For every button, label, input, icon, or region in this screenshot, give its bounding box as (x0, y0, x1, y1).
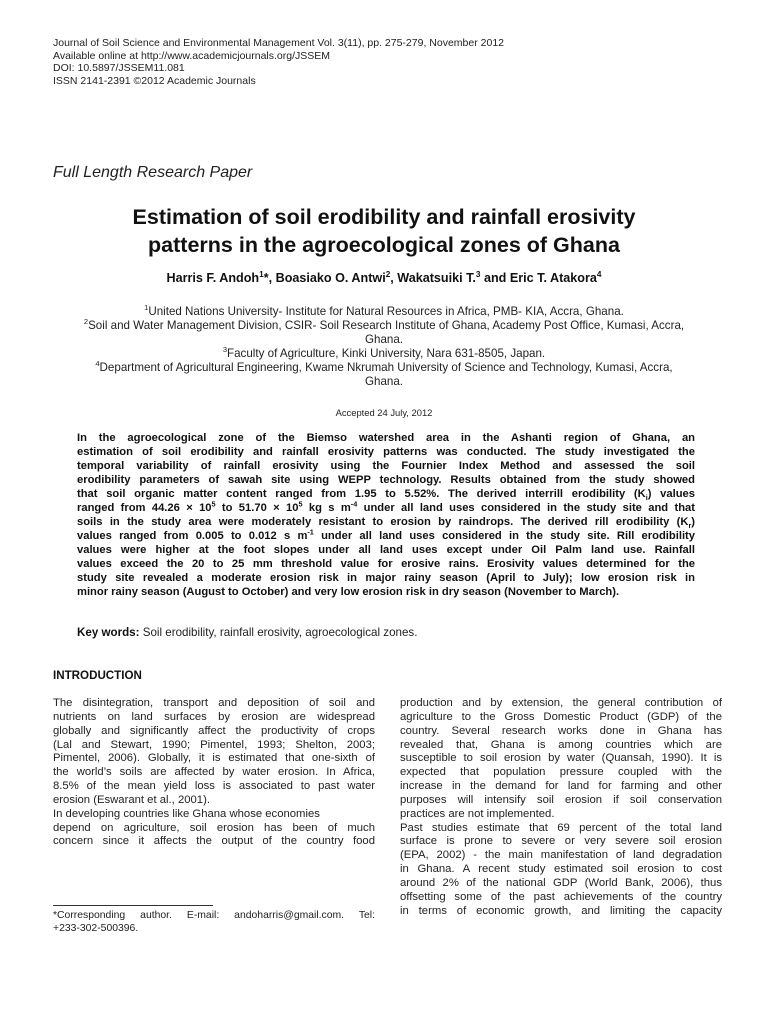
body-text-line: the world’s soils are affected by water erosion. In Africa, (53, 766, 375, 779)
author-affiliation-mark: 3 (475, 269, 481, 279)
affiliation-3: $^3$Faculty of Agriculture, Kinki University, Nara 631-8505, Japan. (222, 345, 546, 360)
body-text-line: (EPA, 2002) - the main manifestation of land degradation (400, 849, 722, 862)
paper-title (40, 203, 728, 259)
author-affiliation-mark: 1 (259, 269, 264, 279)
body-text-line: purposes will intensify soil erosion if soil conservation (400, 793, 722, 806)
author-list (40, 271, 728, 285)
keywords (77, 626, 695, 639)
abstract-line: values were higher at the foot slopes under all land uses except under Oil Palm land use. Rainfall (77, 544, 695, 556)
footnote-line: *Corresponding author. E-mail: andoharris@gmail.com. Tel: (53, 910, 375, 921)
affiliation-1: $^1$United Nations University- Institute for Natural Resources in Africa, PMB- KIA, Accra, Ghana. (144, 303, 624, 318)
abstract-line: erodibility parameters of sawah site using WEPP technology. Results obtained from the study showed (77, 474, 695, 486)
body-text-line: (Lal and Stewart, 1990; Pimentel, 1993; Shelton, 2003; (53, 738, 375, 751)
body-text-line: production and by extension, the general contribution of (400, 697, 722, 709)
body-text-line: globally and significantly affect the productivity of crops (53, 724, 375, 737)
body-text-line: around 2% of the national GDP (World Bank, 2006), thus (400, 876, 722, 889)
body-text-line: country. Several research works done in Ghana has (400, 724, 722, 737)
keywords-label: Key words: (77, 626, 140, 639)
article-type: Full Length Research Paper (53, 164, 253, 181)
body-text-line: In developing countries like Ghana whose economies (53, 807, 320, 820)
affiliations (40, 305, 728, 389)
body-text-line: 8.5% of the mean yield loss is associated to past water (53, 780, 375, 793)
corresponding-author-footnote (53, 909, 375, 935)
introduction-heading: INTRODUCTION (53, 669, 142, 682)
body-text-line: in Ghana. A recent study estimated soil erosion to cost (400, 863, 722, 876)
author: Eric T. Atakora$^4$ (509, 269, 602, 285)
abstract-line: that soil organic matter content ranged from 1.95 to 5.52%. The derived interrill erodibility $(K_i)$ values (77, 488, 695, 503)
body-text-line: depend on agriculture, soil erosion has been of much (53, 821, 375, 834)
body-text-line: revealed that, Ghana is among countries which are (400, 738, 722, 751)
abstract-line: ranged from $44.26 \times 10^5$ to $51.70 \times 10^5$ kg s $m^{-4}$ under all land uses considered in the study site and that (77, 499, 695, 514)
abstract-line: temporal variability of rainfall erosivity using the Fournier Index Method and assessed the soil (77, 460, 695, 472)
abstract-line: study site revealed a moderate erosion risk in major rainy season (April to July); low erosion risk in (77, 572, 695, 584)
body-text-line: offsetting some of the past achievements of the country (400, 890, 722, 903)
footnote-line: +233-302-500396. (53, 923, 139, 934)
body-text-line: agriculture to the Gross Domestic Product (GDP) of the (400, 710, 722, 723)
abstract-line: soils in the study area were moderately resistant to erosion by raindrops. The derived rill erodibility $(K_r)$ (77, 516, 695, 531)
footnote-rule (53, 905, 213, 906)
body-column-left (53, 697, 375, 849)
affiliation-4: $^4$Department of Agricultural Engineering, Kwame Nkrumah University of Science and Technology, Kumasi, Accra, (95, 359, 673, 374)
accepted-date: Accepted 24 July, 2012 (335, 407, 433, 418)
abstract-line: minor rainy season (August to October) and very low erosion risk in dry season (November to March). (77, 586, 620, 598)
title-line-1: Estimation of soil erodibility and rainfall erosivity (132, 205, 636, 229)
abstract-line: values ranged from 0.005 to 0.012 s $m^{-1}$ under all land uses considered in the study site. Rill erodibility (77, 527, 695, 542)
body-text-line: nutrients on land surfaces by erosion are widespread (53, 710, 375, 723)
body-text-line: practices are not implemented. (400, 807, 555, 820)
body-text-line: increase in the demand for land for farming and other (400, 780, 722, 793)
author: Boasiako O. Antwi$^2$, (275, 269, 398, 285)
body-column-right (400, 697, 722, 919)
keywords-text: Soil erodibility, rainfall erosivity, agroecological zones. (139, 626, 418, 639)
body-text-line: erosion (Eswarant et al., 2001). (53, 793, 210, 806)
affiliation-2-cont: Ghana. (364, 333, 404, 346)
body-text-line: susceptible to soil erosion by water (Quansah, 1990). It is (400, 752, 722, 765)
author-affiliation-mark: 4 (596, 269, 602, 279)
author: Harris F. Andoh$^1$*, (166, 269, 276, 285)
body-text-line: Pimentel, 2006). Globally, it is estimated that one-sixth of (53, 752, 375, 765)
author-affiliation-mark: 2 (385, 269, 391, 279)
abstract-line: estimation of soil erodibility and rainfall erosivity patterns was conducted. The study investigated the (77, 446, 695, 458)
journal-citation: Journal of Soil Science and Environmental Management Vol. 3(11), pp. 275-279, November 2012 (53, 37, 504, 49)
abstract (77, 431, 695, 599)
available-online: Available online at http://www.academicjournals.org/JSSEM (53, 49, 331, 62)
title-line-2: patterns in the agroecological zones of Ghana (148, 233, 620, 257)
affiliation-2: $^2$Soil and Water Management Division, CSIR- Soil Research Institute of Ghana, Academy Post Office, Kumasi, Accra, (83, 317, 685, 332)
body-text-line: concern since it affects the output of the country food (53, 835, 375, 848)
abstract-line: In the agroecological zone of the Biemso watershed area in the Ashanti region of Ghana, an (77, 432, 695, 444)
body-text-line: in terms of economic growth, and limiting the capacity (400, 904, 722, 917)
body-text-line: Past studies estimate that 69 percent of the total land (400, 821, 722, 834)
issn: ISSN 2141-2391 ©2012 Academic Journals (53, 74, 256, 87)
journal-header (53, 37, 613, 87)
doi: DOI: 10.5897/JSSEM11.081 (53, 62, 185, 75)
body-text-line: surface is prone to severe or very severe soil erosion (400, 835, 722, 848)
abstract-line: values exceed the 20 to 25 mm threshold value for erosive rains. Erosivity values determined for the (77, 558, 695, 570)
author: Wakatsuiki T.$^3$ and (397, 269, 510, 285)
body-text-line: expected that population pressure coupled with the (400, 766, 722, 779)
affiliation-4-cont: Ghana. (364, 375, 404, 388)
body-text-line: The disintegration, transport and deposition of soil and (53, 697, 375, 709)
